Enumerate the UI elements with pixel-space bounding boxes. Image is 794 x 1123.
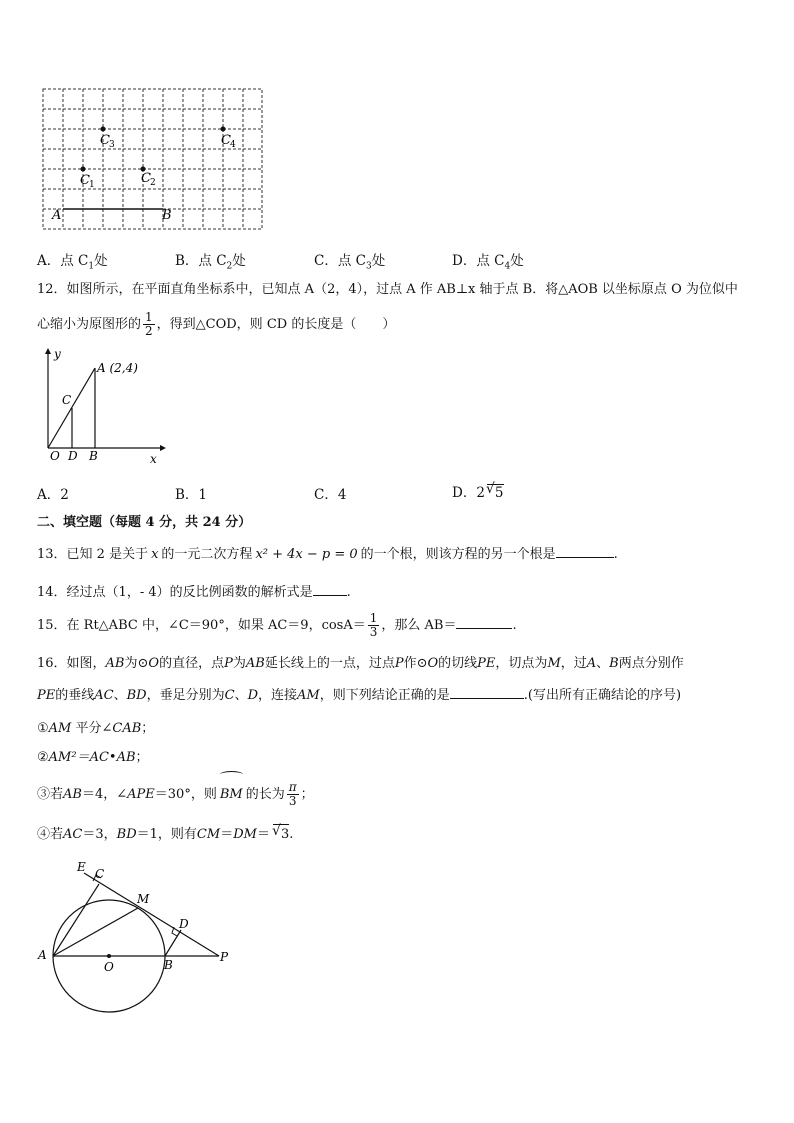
text-am: AM bbox=[297, 688, 320, 703]
answer-blank[interactable] bbox=[313, 581, 347, 596]
circled-number: ① bbox=[37, 721, 49, 736]
option-sub: 1 bbox=[88, 261, 95, 272]
q11-grid-figure bbox=[38, 86, 268, 232]
circled-number: ③ bbox=[37, 787, 51, 802]
point-o-label: O bbox=[104, 960, 114, 974]
arc-bm bbox=[220, 778, 243, 812]
option-suffix: 处 bbox=[371, 253, 386, 269]
text: 为⊙ bbox=[124, 656, 149, 671]
text-ac: AC bbox=[94, 688, 114, 703]
text: AM²＝AC•AB bbox=[48, 750, 136, 765]
option-suffix: 处 bbox=[232, 253, 246, 269]
q11-option-c[interactable] bbox=[314, 249, 385, 272]
point-d-label: D bbox=[179, 917, 189, 931]
q14-end: . bbox=[346, 585, 351, 600]
text-pe: PE bbox=[37, 688, 56, 703]
text: ，切点为 bbox=[495, 656, 548, 671]
q11-option-b[interactable] bbox=[175, 249, 246, 272]
text: 的长为 bbox=[245, 787, 285, 802]
text-ab: AB bbox=[105, 656, 125, 671]
text: ＝30°，则 bbox=[154, 787, 217, 802]
option-suffix: 处 bbox=[94, 253, 108, 269]
q12-fraction bbox=[143, 311, 155, 338]
point-b-label: B bbox=[162, 208, 172, 223]
circled-number: ④ bbox=[37, 827, 51, 842]
point-c2-label: C bbox=[141, 171, 151, 186]
radical-sign: √ bbox=[271, 823, 281, 839]
point-d-label: D bbox=[68, 449, 78, 463]
text-bd: BD bbox=[126, 688, 147, 703]
text: ； bbox=[300, 787, 314, 802]
sqrt-symbol bbox=[273, 824, 289, 845]
text: CM bbox=[196, 827, 221, 842]
q16-circle-figure bbox=[34, 855, 244, 1015]
point-c4-sub: 4 bbox=[230, 140, 236, 150]
text-p: P bbox=[224, 656, 233, 671]
q13-end: . bbox=[613, 547, 618, 562]
text: ＝1，则有 bbox=[136, 827, 197, 842]
q16-stem-line2 bbox=[37, 684, 681, 706]
fraction-denominator: 2 bbox=[145, 324, 153, 338]
q12-stem-line2 bbox=[37, 308, 395, 342]
q12-option-c[interactable]: C．4 bbox=[314, 487, 347, 503]
text-m: M bbox=[547, 656, 561, 671]
text: BD bbox=[116, 827, 137, 842]
q16-statement-3 bbox=[37, 778, 314, 812]
text: ，连接 bbox=[258, 688, 298, 703]
q13-equation: x² + 4x − p = 0 bbox=[255, 547, 358, 562]
text: DM bbox=[233, 827, 257, 842]
q14-stem bbox=[37, 581, 351, 603]
q12-option-d[interactable] bbox=[452, 481, 504, 501]
text: 、 bbox=[113, 688, 127, 703]
option-text: D．2 bbox=[452, 485, 485, 501]
fraction-denominator: 3 bbox=[369, 625, 378, 639]
origin-label: O bbox=[50, 449, 60, 463]
text: 、 bbox=[596, 656, 610, 671]
arc-label: BM bbox=[219, 787, 243, 802]
text: ＝4，∠ bbox=[81, 787, 128, 802]
text: ，垂足分别为 bbox=[146, 688, 225, 703]
option-text: D．点 C bbox=[452, 253, 505, 269]
text: 16．如图， bbox=[37, 656, 106, 671]
q13-stem bbox=[37, 543, 618, 565]
text: CAB bbox=[112, 721, 142, 736]
text-c: C bbox=[224, 688, 235, 703]
text: AB bbox=[63, 787, 82, 802]
text: 若 bbox=[50, 827, 64, 842]
text: . bbox=[289, 827, 294, 842]
q12-option-b[interactable]: B．1 bbox=[175, 487, 208, 503]
fraction-denominator: 3 bbox=[288, 794, 297, 808]
option-text: A．点 C bbox=[37, 253, 89, 269]
q15-fraction bbox=[368, 612, 380, 639]
text: ； bbox=[141, 721, 155, 736]
point-c-label: C bbox=[95, 867, 105, 881]
fraction-numerator: π bbox=[288, 780, 297, 794]
text-d: D bbox=[247, 688, 259, 703]
q15-end: . bbox=[512, 618, 517, 633]
text-a: A bbox=[586, 656, 597, 671]
text: AM bbox=[48, 721, 72, 736]
text: 延长线上的一点，过点 bbox=[264, 656, 395, 671]
q12-text-post: ，得到△COD，则 CD 的长度是（ ） bbox=[156, 317, 396, 332]
text: 的垂线 bbox=[55, 688, 95, 703]
text: ＝ bbox=[256, 827, 270, 842]
x-axis-label: x bbox=[150, 452, 157, 466]
radicand: 5 bbox=[494, 485, 504, 501]
text: 的直径，点 bbox=[159, 656, 225, 671]
fraction-numerator: 1 bbox=[369, 611, 378, 625]
text: ，则下列结论正确的是 bbox=[319, 688, 450, 703]
q14-text: 14．经过点（1，- 4）的反比例函数的解析式是 bbox=[37, 585, 313, 600]
pi-over-3 bbox=[287, 781, 299, 808]
text: ，过 bbox=[560, 656, 587, 671]
text-p: P bbox=[394, 656, 404, 671]
point-a-label: A bbox=[38, 948, 47, 962]
radical-sign: √ bbox=[485, 481, 495, 497]
text-o: O bbox=[427, 656, 439, 671]
q16-statement-2 bbox=[37, 748, 149, 768]
q12-coordinate-figure bbox=[38, 346, 178, 466]
point-m-label: M bbox=[137, 892, 150, 906]
text-b: B bbox=[609, 656, 619, 671]
q13-text-mid: 的一元二次方程 bbox=[161, 547, 253, 562]
text: 、 bbox=[234, 688, 248, 703]
radicand: 3 bbox=[280, 827, 290, 842]
point-c3-sub: 3 bbox=[109, 140, 115, 150]
text: APE bbox=[127, 787, 155, 802]
option-suffix: 处 bbox=[510, 253, 524, 269]
point-p-label: P bbox=[220, 950, 229, 964]
point-c2-sub: 2 bbox=[150, 178, 156, 188]
q15-stem bbox=[37, 608, 517, 644]
point-c3-label: C bbox=[100, 133, 110, 148]
text: 作⊙ bbox=[403, 656, 428, 671]
option-sub: 3 bbox=[365, 261, 372, 272]
point-c-label: C bbox=[62, 393, 72, 407]
answer-blank[interactable] bbox=[456, 614, 512, 629]
text: AC bbox=[63, 827, 83, 842]
text: 若 bbox=[50, 787, 64, 802]
text-ab: AB bbox=[245, 656, 265, 671]
text: ； bbox=[135, 750, 149, 765]
text: 两点分别作 bbox=[618, 656, 684, 671]
point-c4-label: C bbox=[221, 133, 231, 148]
point-a-label: A bbox=[52, 208, 62, 223]
option-text: C．点 C bbox=[314, 253, 366, 269]
point-a-label: A (2,4) bbox=[97, 361, 138, 375]
q12-text: 心缩小为原图形的 bbox=[37, 317, 142, 332]
option-sub: 2 bbox=[226, 261, 233, 272]
text: 为 bbox=[232, 656, 246, 671]
option-sub: 4 bbox=[504, 261, 511, 272]
section-2-title: 二、填空题（每题 4 分，共 24 分） bbox=[37, 515, 252, 530]
q15-text: 15．在 Rt△ABC 中，∠C＝90°，如果 AC＝9，cosA＝ bbox=[37, 618, 366, 633]
text: 平分∠ bbox=[71, 721, 113, 736]
q11-option-a[interactable] bbox=[37, 249, 108, 272]
option-text: B．点 C bbox=[175, 253, 227, 269]
q13-text: 13．已知 2 是关于 bbox=[37, 547, 149, 562]
q12-stem-line1: 12．如图所示，在平面直角坐标系中，已知点 A（2，4），过点 A 作 AB⊥x 轴于点 B．将△AOB 以坐标原点 O 为位似中 bbox=[37, 282, 738, 297]
answer-blank[interactable] bbox=[450, 684, 524, 699]
point-b-label: B bbox=[164, 958, 173, 972]
q11-option-d[interactable] bbox=[452, 249, 524, 272]
point-c1-sub: 1 bbox=[89, 180, 95, 190]
point-c1-label: C bbox=[80, 173, 90, 188]
q13-text-post: 的一个根，则该方程的另一个根是 bbox=[360, 547, 556, 562]
text: ＝ bbox=[220, 827, 234, 842]
text: .(写出所有正确结论的序号) bbox=[523, 688, 682, 703]
q12-option-a[interactable]: A．2 bbox=[37, 487, 69, 503]
circled-number: ② bbox=[37, 750, 49, 765]
answer-blank[interactable] bbox=[556, 543, 614, 558]
arc-symbol bbox=[220, 771, 243, 778]
q13-var: x bbox=[151, 547, 159, 562]
sqrt-symbol bbox=[485, 481, 504, 501]
q16-statement-1 bbox=[37, 719, 154, 739]
q16-stem-line1 bbox=[37, 654, 684, 674]
text-pe: PE bbox=[477, 656, 496, 671]
text-o: O bbox=[148, 656, 160, 671]
q15-text-post: ，那么 AB＝ bbox=[381, 618, 457, 633]
text: 的切线 bbox=[438, 656, 478, 671]
q16-statement-4 bbox=[37, 824, 293, 845]
point-b-label: B bbox=[89, 449, 98, 463]
fraction-numerator: 1 bbox=[145, 310, 153, 324]
point-e-label: E bbox=[77, 860, 86, 874]
y-axis-label: y bbox=[54, 347, 61, 361]
text: ＝3， bbox=[82, 827, 117, 842]
